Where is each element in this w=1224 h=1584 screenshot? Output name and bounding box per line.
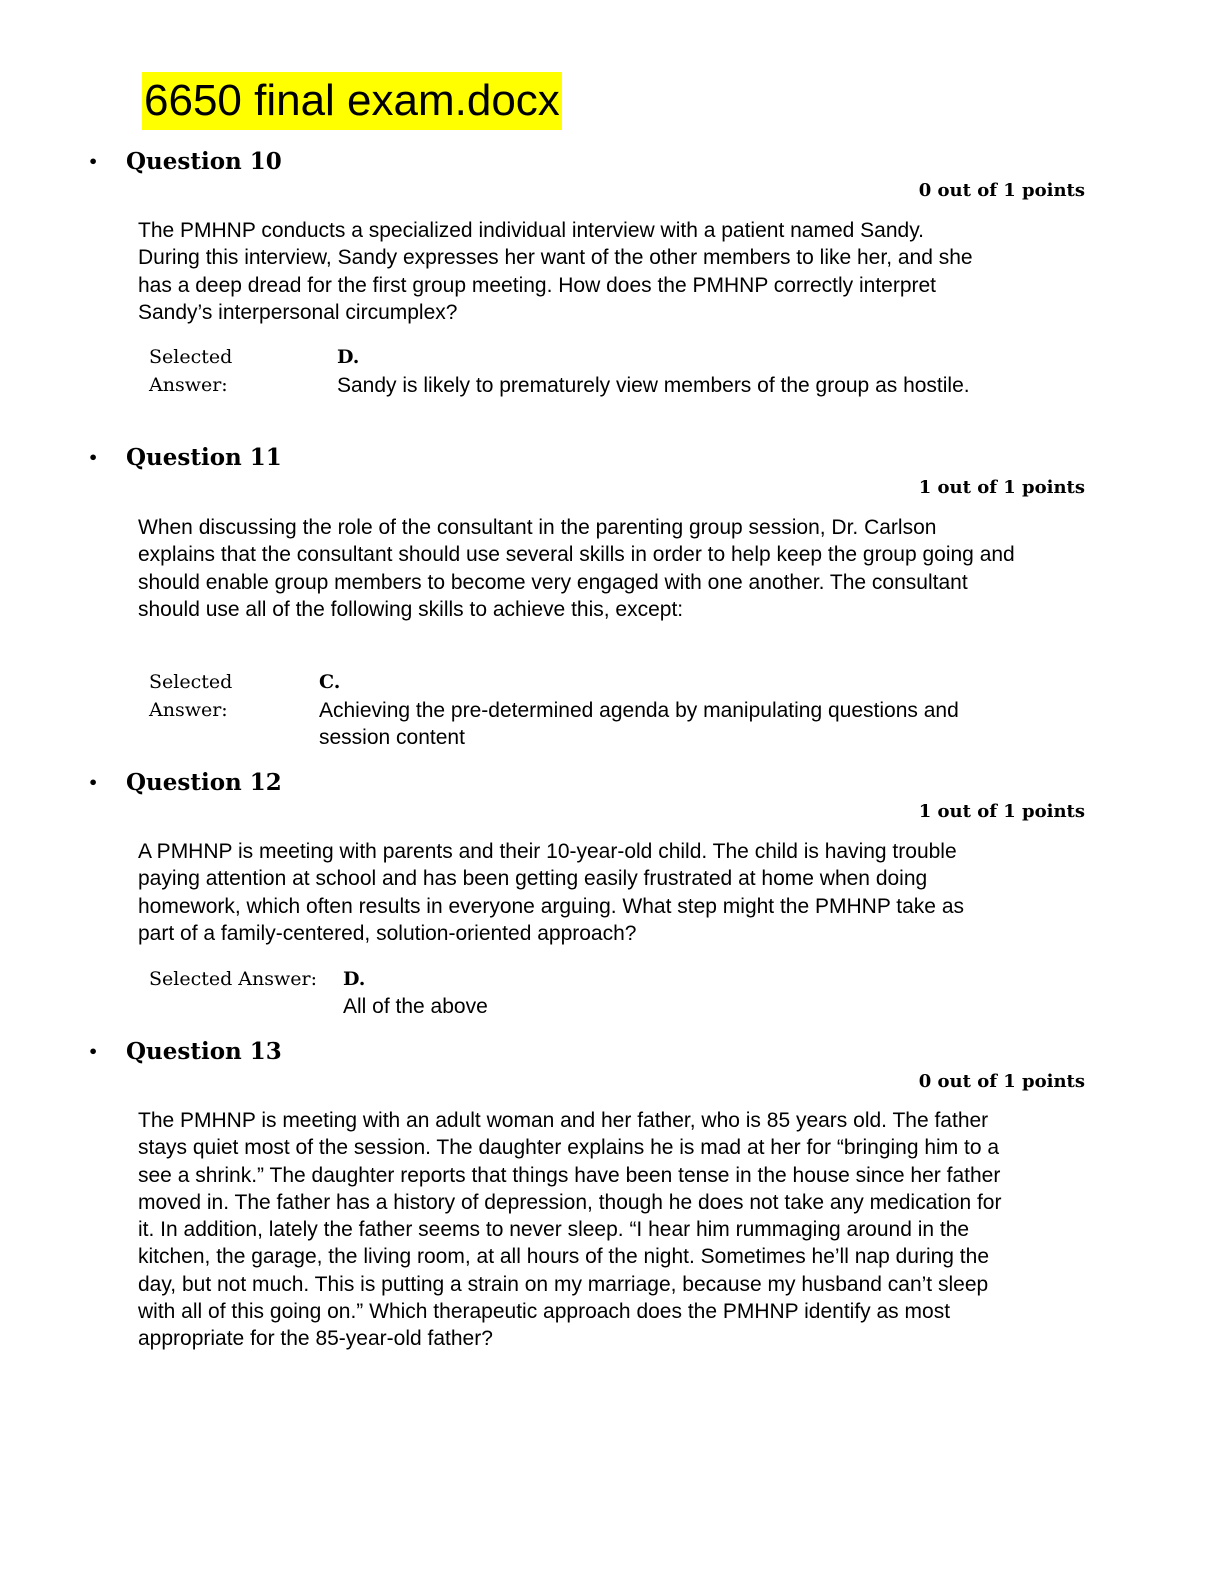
question-10-heading	[88, 146, 282, 177]
selected-label-line1: Selected	[149, 346, 233, 368]
question-12-heading	[88, 767, 282, 798]
question-12-text: A PMHNP is meeting with parents and their 10-year-old child. The child is having trouble paying attention at school and has been getting easily frustrated at home when doing homework, which often results in everyone arguing. What step might the PMHNP take as part of a family-centered, solution-oriented approach?	[138, 840, 965, 945]
question-12-selected-label: Selected Answer:	[149, 968, 318, 990]
question-11-selected-label	[149, 668, 232, 724]
question-13-text: The PMHNP is meeting with an adult woman and her father, who is 85 years old. The father stays quiet most of the session. The daughter explains he is mad at her for “bringing him to a see a shrink.” The daughter reports that things have been tense in the house since her father moved in. The father has a history of depression, though he does not take any medication for it. In addition, lately the father seems to never sleep. “I hear him rummaging around in the kitchen, the garage, the living room, at all hours of the night. Sometimes he’ll nap during the day, but not much. This is putting a strain on my marriage, because my husband can’t sleep with all of this going on.” Which therapeutic approach does the PMHNP identify as most appropriate for the 85-year-old father?	[138, 1109, 1002, 1351]
question-10-selected-label	[149, 343, 232, 399]
question-10-selected-letter: D.	[337, 346, 360, 368]
question-11-points: 1 out of 1 points	[918, 477, 1085, 498]
question-10-points: 0 out of 1 points	[918, 180, 1085, 201]
question-label: Question 12	[126, 769, 282, 796]
question-11-selected-answer: Achieving the pre-determined agenda by manipulating questions and session content	[319, 699, 959, 750]
bullet-icon: •	[88, 773, 99, 792]
question-11-selected-letter: C.	[319, 671, 341, 693]
bullet-icon: •	[88, 1042, 99, 1061]
question-13-points: 0 out of 1 points	[918, 1071, 1085, 1092]
question-label: Question 11	[126, 444, 282, 471]
question-11-heading	[88, 442, 282, 473]
selected-label-line2: Answer:	[149, 374, 228, 396]
document-title: 6650 final exam.docx	[142, 72, 562, 130]
question-12-selected-letter: D.	[343, 968, 366, 990]
selected-label-line1: Selected	[149, 671, 233, 693]
selected-label-line2: Answer:	[149, 699, 228, 721]
bullet-icon: •	[88, 448, 99, 467]
question-label: Question 10	[126, 148, 282, 175]
question-11-text: When discussing the role of the consultant in the parenting group session, Dr. Carlson explains that the consultant should use several skills in order to help keep the group going and should enable group members to become very engaged with one another. The consultant should use all of the following skills to achieve this, except:	[138, 516, 1015, 621]
question-12-selected-answer: All of the above	[343, 995, 488, 1018]
question-12-points: 1 out of 1 points	[918, 801, 1085, 822]
question-13-heading	[88, 1036, 282, 1067]
question-10-selected-answer: Sandy is likely to prematurely view members of the group as hostile.	[337, 374, 970, 397]
question-label: Question 13	[126, 1038, 282, 1065]
question-10-text: The PMHNP conducts a specialized individual interview with a patient named Sandy. During this interview, Sandy expresses her want of the other members to like her, and she has a deep dread for the first group meeting. How does the PMHNP correctly interpret Sandy’s interpersonal circumplex?	[138, 219, 973, 324]
bullet-icon: •	[88, 152, 99, 171]
